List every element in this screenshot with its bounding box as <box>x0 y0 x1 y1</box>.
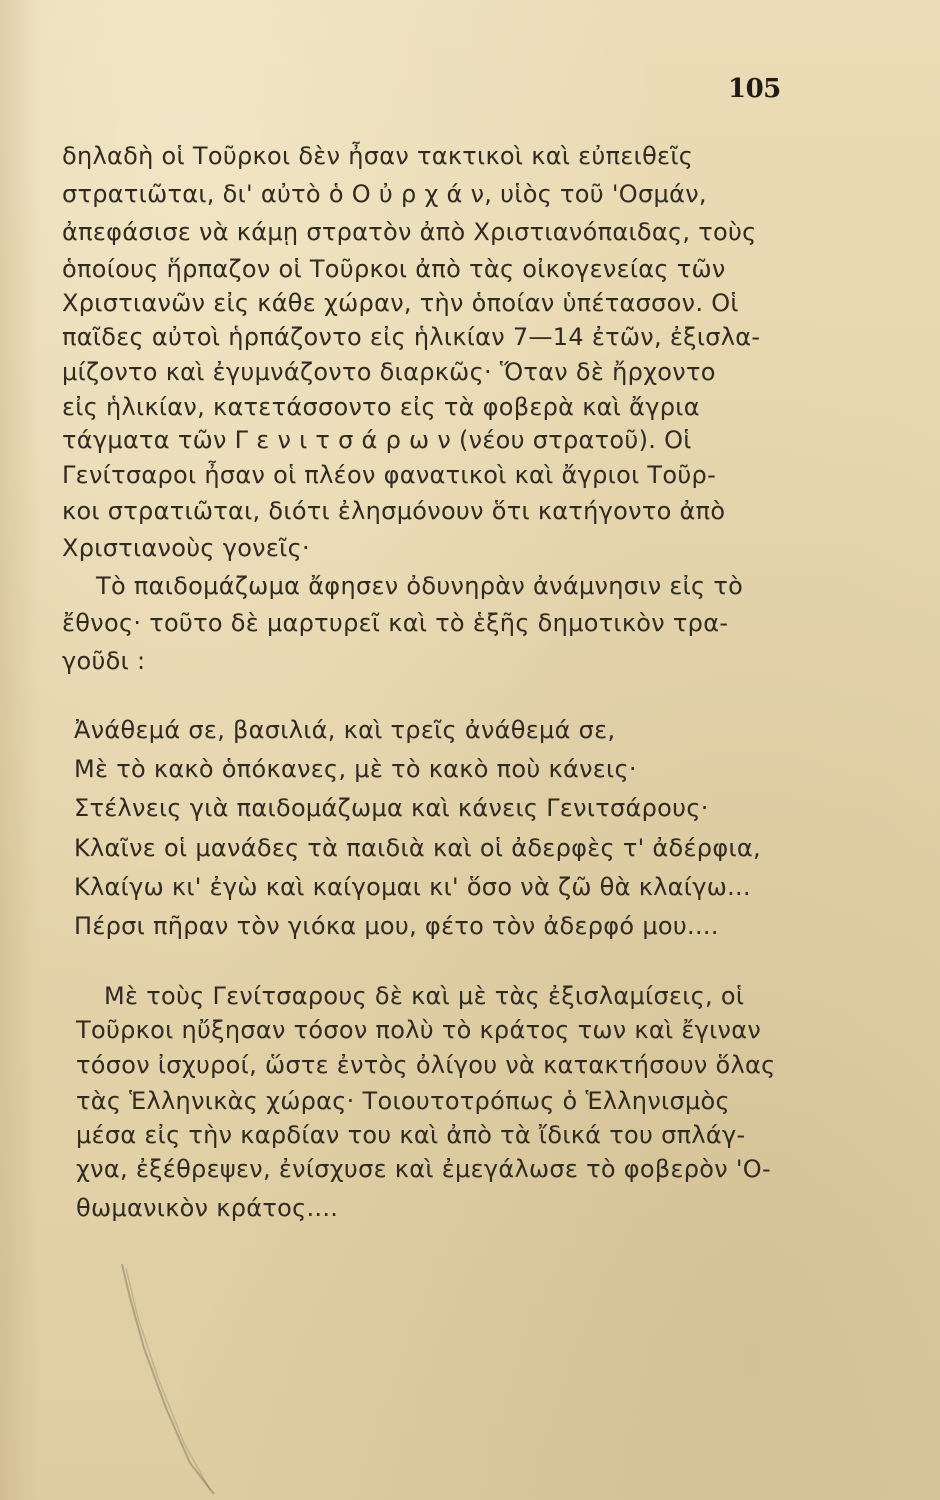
text-line: Τοῦρκοι ηὔξησαν τόσον πολὺ τὸ κράτος των καὶ ἔγιναν <box>76 1016 762 1044</box>
text-line: Χριστιανῶν εἰς κάθε χώραν, τὴν ὁποίαν ὑπέτασσον. Οἱ <box>62 289 739 317</box>
text-line: μέσα εἰς τὴν καρδίαν του καὶ ἀπὸ τὰ ἴδικά του σπλάγ- <box>76 1121 746 1149</box>
text-line: εἰς ἡλικίαν, κατετάσσοντο εἰς τὰ φοβερὰ καὶ ἄγρια <box>62 393 700 421</box>
verse-line: Ἀνάθεμά σε, βασιλιά, καὶ τρεῖς ἀνάθεμά σε, <box>74 716 616 744</box>
text-line: κοι στρατιῶται, διότι ἐλησμόνουν ὅτι κατήγοντο ἀπὸ <box>62 497 726 525</box>
text-line: τάγματα τῶν Γ ε ν ι τ σ ά ρ ω ν (νέου στρατοῦ). Οἱ <box>62 426 692 454</box>
verse-line: Μὲ τὸ κακὸ ὁπόκανες, μὲ τὸ κακὸ ποὺ κάνεις· <box>74 755 637 783</box>
text-line: Τὸ παιδομάζωμα ἄφησεν ὀδυνηρὰν ἀνάμνησιν εἰς τὸ <box>96 572 744 600</box>
text-line: Χριστιανοὺς γονεῖς· <box>62 534 310 562</box>
text-line: ἀπεφάσισε νὰ κάμῃ στρατὸν ἀπὸ Χριστιανόπαιδας, τοὺς <box>62 218 757 246</box>
page-edge-shadow <box>0 0 40 1500</box>
text-line: χνα, ἐξέθρεψεν, ἐνίσχυσε καὶ ἐμεγάλωσε τὸ φοβερὸν 'Ο- <box>76 1155 771 1183</box>
text-line: μίζοντο καὶ ἐγυμνάζοντο διαρκῶς· Ὅταν δὲ ἤρχοντο <box>62 358 716 386</box>
text-line: τόσον ἰσχυροί, ὥστε ἐντὸς ὀλίγου νὰ κατακτήσουν ὅλας <box>76 1051 776 1079</box>
verse-line: Κλαῖνε οἱ μανάδες τὰ παιδιὰ καὶ οἱ ἀδερφὲς τ' ἀδέρφια, <box>74 834 761 862</box>
text-line: Γενίτσαροι ἦσαν οἱ πλέον φανατικοὶ καὶ ἄγριοι Τοῦρ- <box>62 461 717 489</box>
pencil-mark <box>118 1258 238 1498</box>
verse-line: Κλαίγω κι' ἐγὼ καὶ καίγομαι κι' ὅσο νὰ ζῶ θὰ κλαίγω... <box>74 873 751 901</box>
text-line: γοῦδι : <box>62 647 146 675</box>
text-line: ὁποίους ἥρπαζον οἱ Τοῦρκοι ἀπὸ τὰς οἰκογενείας τῶν <box>62 255 726 283</box>
text-line: τὰς Ἑλληνικὰς χώρας· Τοιουτοτρόπως ὁ Ἑλληνισμὸς <box>76 1087 730 1115</box>
text-line: ἔθνος· τοῦτο δὲ μαρτυρεῖ καὶ τὸ ἑξῆς δημοτικὸν τρα- <box>62 609 729 637</box>
text-line: δηλαδὴ οἱ Τοῦρκοι δὲν ἦσαν τακτικοὶ καὶ εὐπειθεῖς <box>62 142 694 170</box>
verse-line: Στέλνεις γιὰ παιδομάζωμα καὶ κάνεις Γενιτσάρους· <box>74 794 709 822</box>
text-line: παῖδες αὐτοὶ ἡρπάζοντο εἰς ἡλικίαν 7—14 ἐτῶν, ἐξισλα- <box>62 323 761 351</box>
page-number: 105 <box>728 74 781 104</box>
verse-line: Πέρσι πῆραν τὸν γιόκα μου, φέτο τὸν ἀδερφό μου.... <box>74 912 719 940</box>
text-line: θωμανικὸν κράτος.... <box>76 1194 339 1222</box>
text-line: στρατιῶται, δι' αὐτὸ ὁ Ο ὐ ρ χ ά ν, υἱὸς τοῦ 'Οσμάν, <box>62 180 707 208</box>
text-line: Μὲ τοὺς Γενίτσαρους δὲ καὶ μὲ τὰς ἐξισλαμίσεις, οἱ <box>104 982 745 1010</box>
